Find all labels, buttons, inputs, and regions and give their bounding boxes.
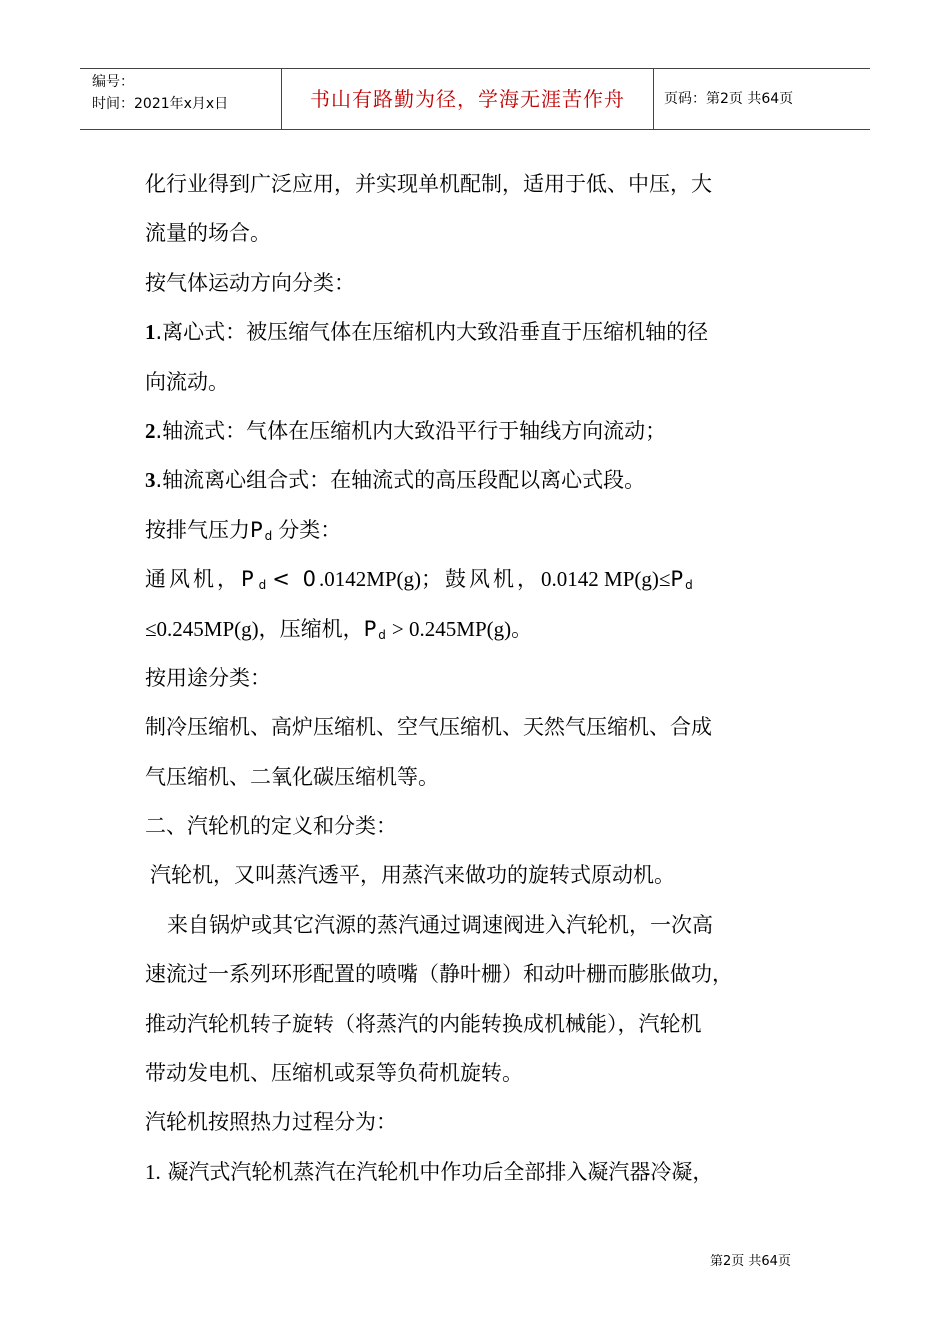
- text-line: 来自锅炉或其它汽源的蒸汽通过调速阀进入汽轮机，一次高: [167, 912, 713, 937]
- text-line: 汽轮机，又叫蒸汽透平，用蒸汽来做功的旋转式原动机。: [150, 863, 675, 888]
- subscript: d: [264, 528, 273, 543]
- list-number: 1.: [145, 1159, 161, 1184]
- text-run: .0142MP(g): [318, 567, 422, 592]
- document-time: 时间：2021年x月x日: [92, 96, 229, 112]
- header-info-cell: [80, 69, 282, 129]
- text-line: 速流过一系列环形配置的喷嘴（静叶栅）和动叶栅而膨胀做功，: [145, 962, 733, 987]
- subscript: d: [685, 578, 693, 593]
- chapter-heading: 二、汽轮机的定义和分类：: [145, 814, 397, 839]
- text-run: 分类：: [278, 517, 342, 542]
- header-motto: 书山有路勤为径，学海无涯苦作舟: [282, 69, 654, 129]
- text-run: < 0: [272, 567, 319, 592]
- text-run: P: [670, 567, 684, 592]
- section-heading: 按气体运动方向分类：: [145, 270, 355, 295]
- text-run: 通风机，P: [145, 567, 257, 592]
- text-run: 。: [511, 616, 533, 641]
- list-text: 凝汽式汽轮机蒸汽在汽轮机中作功后全部排入凝汽器冷凝，: [167, 1159, 714, 1184]
- list-text: .轴流式：气体在压缩机内大致沿平行于轴线方向流动；: [155, 418, 667, 443]
- list-item-centrifugal: [145, 308, 835, 357]
- text-line: 化行业得到广泛应用，并实现单机配制，适用于低、中压，大: [145, 172, 712, 196]
- section-heading: 汽轮机按照热力过程分为：: [145, 1110, 397, 1135]
- text-run: ，压缩机，P: [258, 616, 377, 641]
- page-footer: 第2页 共64页: [710, 1254, 791, 1269]
- list-number: 3: [145, 468, 156, 493]
- subscript: d: [378, 627, 386, 642]
- list-item-combined: [145, 456, 835, 505]
- text-run: 按排气压力P: [145, 517, 263, 542]
- header-page-number: 页码：第2页 共64页: [664, 91, 794, 107]
- section-heading: 按用途分类：: [145, 665, 271, 690]
- text-run: 0.0142 MP(g)≤: [541, 567, 671, 592]
- text-run: > 0.245MP(g): [391, 616, 512, 641]
- list-item-condensing: [145, 1148, 835, 1197]
- pressure-line-2: [145, 605, 835, 654]
- text-line: 制冷压缩机、高炉压缩机、空气压缩机、天然气压缩机、合成: [145, 715, 712, 740]
- list-number: 1: [145, 320, 156, 345]
- list-text: .离心式：被压缩气体在压缩机内大致沿垂直于压缩机轴的径: [155, 320, 709, 345]
- subscript: d: [258, 578, 267, 593]
- text-line: 推动汽轮机转子旋转（将蒸汽的内能转换成机械能），汽轮机: [145, 1011, 702, 1036]
- text-run: ；鼓风机，: [421, 567, 542, 592]
- pressure-line-1: [145, 555, 835, 604]
- section-heading-pressure: [145, 506, 835, 555]
- serial-number: 编号：: [92, 74, 134, 90]
- text-line: 流量的场合。: [145, 221, 271, 246]
- text-line: 向流动。: [145, 369, 229, 394]
- page-header: [80, 68, 870, 130]
- list-text: .轴流离心组合式：在轴流式的高压段配以离心式段。: [155, 468, 646, 493]
- text-run: ≤0.245MP(g): [145, 616, 259, 641]
- text-line: 气压缩机、二氧化碳压缩机等。: [145, 764, 439, 789]
- list-number: 2: [145, 418, 156, 443]
- document-body: [145, 160, 835, 1197]
- list-item-axial: [145, 407, 835, 456]
- text-line: 带动发电机、压缩机或泵等负荷机旋转。: [145, 1061, 523, 1086]
